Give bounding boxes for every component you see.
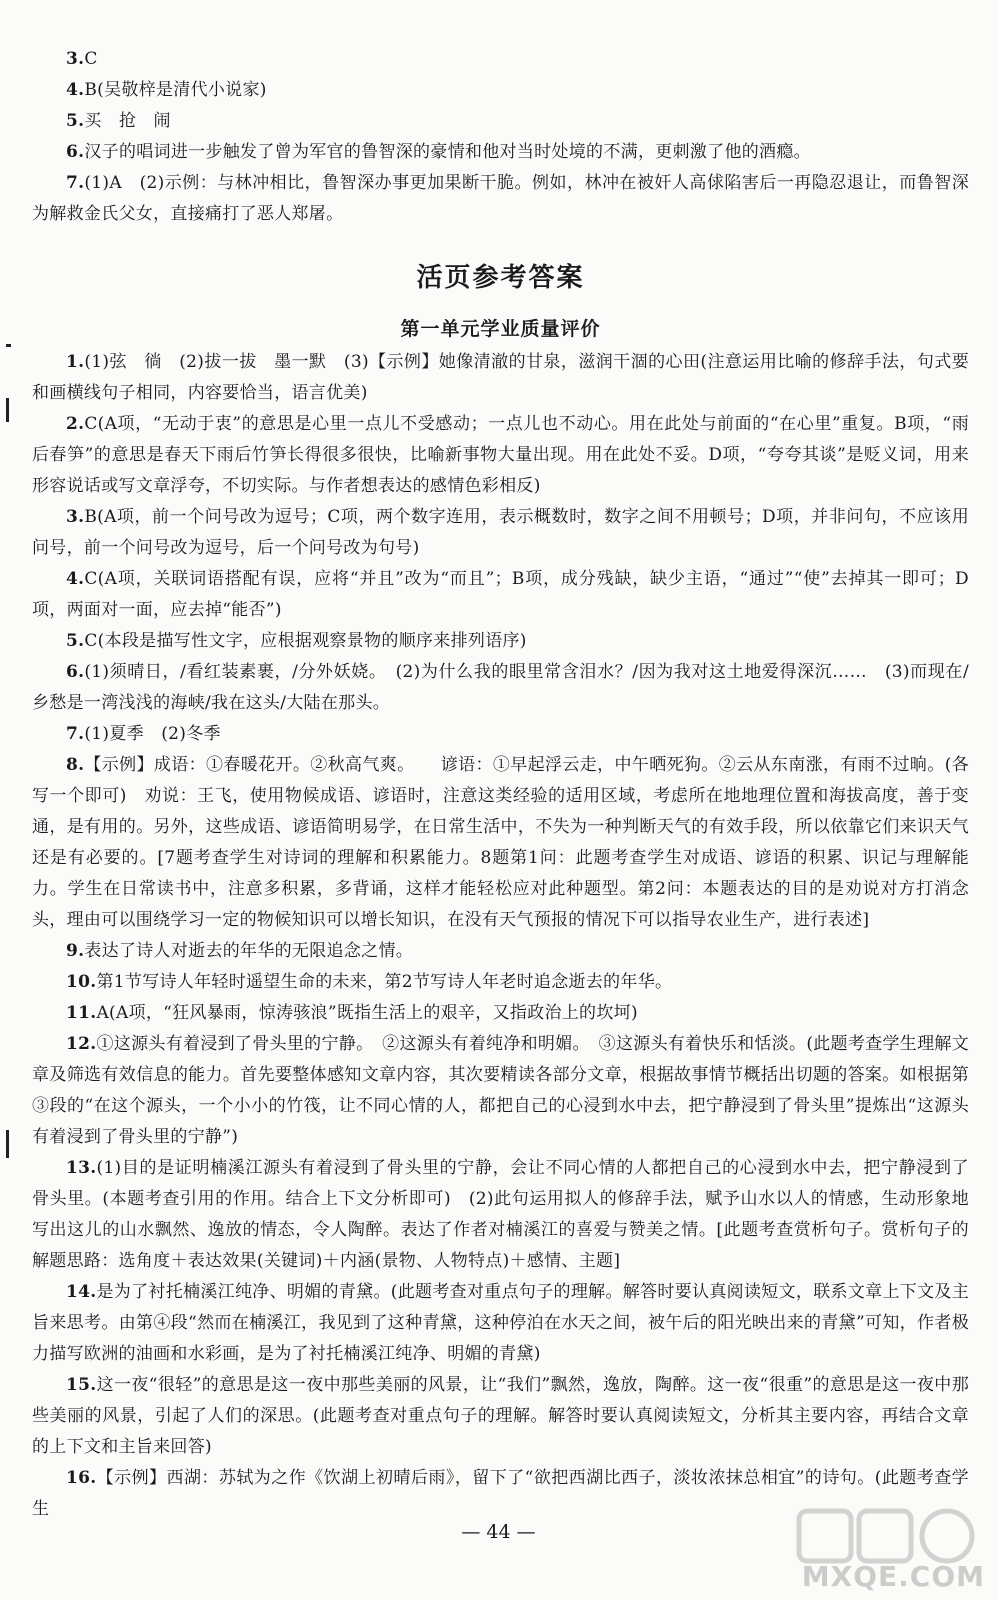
answer-text: 【示例】西湖：苏轼为之作《饮湖上初晴后雨》，留下了“欲把西湖比西子，淡妆浓抹总相宜”的诗句。(此题考查学生 xyxy=(32,1468,969,1519)
answer-text: (1)夏季 (2)冬季 xyxy=(84,724,221,744)
answer-text: 表达了诗人对逝去的年华的无限追念之情。 xyxy=(84,941,414,961)
answer-number: 7. xyxy=(66,724,85,744)
answer-item xyxy=(32,409,969,502)
top-answer-list xyxy=(32,44,969,230)
answer-item xyxy=(32,998,969,1029)
answer-number: 8. xyxy=(66,755,85,775)
scan-mark xyxy=(6,344,11,347)
answer-item xyxy=(32,1029,969,1153)
answer-text: ①这源头有着浸到了骨头里的宁静。 ②这源头有着纯净和明媚。 ③这源头有着快乐和恬淡。(此题考查学生理解文章及筛选有效信息的能力。首先要整体感知文章内容，其次要精读各部分文章，根据故事情节概括出切题的答案。如根据第③段的“在这个源头，一个小小的竹筏，让不同心情的人，都把自己的心浸到水中去，把宁静浸到了骨头里”提炼出“这源头有着浸到了骨头里的宁静”) xyxy=(32,1034,969,1147)
unit-answer-list xyxy=(32,347,969,1525)
answer-item xyxy=(32,1370,969,1463)
section-title: 活页参考答案 xyxy=(416,263,585,293)
scan-mark xyxy=(6,1130,9,1158)
answer-text: (1)A (2)示例：与林冲相比，鲁智深办事更加果断干脆。例如，林冲在被奸人高俅陷害后一再隐忍退让，而鲁智深为解救金氏父女，直接痛打了恶人郑屠。 xyxy=(32,173,969,224)
answer-number: 14. xyxy=(66,1282,97,1302)
answer-text: C xyxy=(84,49,98,69)
answer-text: 是为了衬托楠溪江纯净、明媚的青黛。(此题考查对重点句子的理解。解答时要认真阅读短文，联系文章上下文及主旨来思考。由第④段“然而在楠溪江，我见到了这种青黛，这种停泊在水天之间，被午后的阳光映出来的青黛”可知，作者极力描写欧洲的油画和水彩画，是为了衬托楠溪江纯净、明媚的青黛) xyxy=(32,1282,969,1364)
answer-item xyxy=(32,626,969,657)
answer-text: A(A项，“狂风暴雨，惊涛骇浪”既指生活上的艰辛，又指政治上的坎坷) xyxy=(96,1003,638,1023)
answer-number: 7. xyxy=(66,173,85,193)
answer-text: B(吴敬梓是清代小说家) xyxy=(84,80,267,100)
answer-text: 【示例】成语：①春暖花开。②秋高气爽。 谚语：①早起浮云走，中午晒死狗。②云从东南涨，有雨不过晌。(各写一个即可) 劝说：王飞，使用物候成语、谚语时，注意这类经验的适用区域，考虑所在地地理位置和海拔高度，善于变通，是有用的。另外，这些成语、谚语简明易学，在日常生活中，不失为一种判断天气的有效手段，所以依靠它们来识天气还是有必要的。[7题考查学生对诗词的理解和积累能力。8题第1问：此题考查学生对成语、谚语的积累、识记与理解能力。学生在日常读书中，注意多积累，多背诵，这样才能轻松应对此种题型。第2问：本题表达的目的是劝说对方打消念头，理由可以围绕学习一定的物候知识可以增长知识，在没有天气预报的情况下可以指导农业生产，进行表述] xyxy=(32,755,969,930)
answer-text: C(A项，“无动于衷”的意思是心里一点儿不受感动；一点儿也不动心。用在此处与前面的“在心里”重复。B项，“雨后春笋”的意思是春天下雨后竹笋长得很多很快，比喻新事物大量出现。用在此处不妥。D项，“夸夸其谈”是贬义词，用来形容说话或写文章浮夸，不切实际。与作者想表达的感情色彩相反) xyxy=(32,414,969,496)
answer-number: 12. xyxy=(66,1034,97,1054)
answer-number: 13. xyxy=(66,1158,97,1178)
answer-number: 4. xyxy=(66,80,85,100)
answer-number: 16. xyxy=(66,1468,97,1488)
answer-item xyxy=(32,936,969,967)
page-number: — 44 — xyxy=(461,1521,536,1543)
answer-item xyxy=(32,75,969,106)
answer-item xyxy=(32,967,969,998)
answer-text: 这一夜“很轻”的意思是这一夜中那些美丽的风景，让“我们”飘然，逸放，陶醉。这一夜“很重”的意思是这一夜中那些美丽的风景，引起了人们的深思。(此题考查对重点句子的理解。解答时要认真阅读短文，分析其主要内容，再结合文章的上下文和主旨来回答) xyxy=(32,1375,969,1457)
answer-item xyxy=(32,168,969,230)
answer-number: 10. xyxy=(66,972,97,992)
answer-text: 第1节写诗人年轻时遥望生命的未来，第2节写诗人年老时追念逝去的年华。 xyxy=(96,972,673,992)
answer-number: 6. xyxy=(66,662,85,682)
answer-number: 3. xyxy=(66,49,85,69)
answer-number: 15. xyxy=(66,1375,97,1395)
watermark-logo xyxy=(795,1505,985,1593)
answer-number: 2. xyxy=(66,414,85,434)
answer-number: 5. xyxy=(66,111,85,131)
answer-number: 1. xyxy=(66,352,85,372)
answer-item xyxy=(32,347,969,409)
watermark-text: MXQE.COM xyxy=(801,1560,985,1593)
answer-text: B(A项，前一个问号改为逗号；C项，两个数字连用，表示概数时，数字之间不用顿号；D项，并非问句，不应该用问号，前一个问号改为逗号，后一个问号改为句号) xyxy=(32,507,969,558)
answer-text: 汉子的唱词进一步触发了曾为军官的鲁智深的豪情和他对当时处境的不满，更刺激了他的酒瘾。 xyxy=(84,142,811,162)
answer-text: (1)须晴日，/看红装素裹，/分外妖娆。 (2)为什么我的眼里常含泪水？/因为我对这土地爱得深沉…… (3)而现在/乡愁是一湾浅浅的海峡/我在这头/大陆在那头。 xyxy=(32,662,969,713)
answer-number: 11. xyxy=(66,1003,97,1023)
answer-item xyxy=(32,1153,969,1277)
answer-item xyxy=(32,750,969,936)
answer-item xyxy=(32,502,969,564)
answer-item xyxy=(32,137,969,168)
answer-number: 3. xyxy=(66,507,85,527)
answer-item xyxy=(32,1277,969,1370)
answer-number: 5. xyxy=(66,631,85,651)
answer-text: C(本段是描写性文字，应根据观察景物的顺序来排列语序) xyxy=(84,631,527,651)
scan-mark xyxy=(6,398,9,422)
answer-number: 9. xyxy=(66,941,85,961)
watermark-icon xyxy=(795,1505,985,1565)
answer-item xyxy=(32,657,969,719)
answer-text: 买 抢 闹 xyxy=(84,111,171,131)
answer-item xyxy=(32,719,969,750)
answer-text: (1)目的是证明楠溪江源头有着浸到了骨头里的宁静，会让不同心情的人都把自己的心浸到水中去，把宁静浸到了骨头里。(本题考查引用的作用。结合上下文分析即可) (2)此句运用拟人的修辞手法，赋予山水以人的情感，生动形象地写出这儿的山水飘然、逸放的情态，令人陶醉。表达了作者对楠溪江的喜爱与赞美之情。[此题考查赏析句子。赏析句子的解题思路：选角度＋表达效果(关键词)＋内涵(景物、人物特点)＋感情、主题] xyxy=(32,1158,969,1271)
answer-number: 6. xyxy=(66,142,85,162)
answer-number: 4. xyxy=(66,569,85,589)
answer-text: C(A项，关联词语搭配有误，应将“并且”改为“而且”；B项，成分残缺，缺少主语，“通过”“使”去掉其一即可；D项，两面对一面，应去掉“能否”) xyxy=(32,569,969,620)
answer-item xyxy=(32,44,969,75)
answer-page xyxy=(32,44,969,1525)
answer-text: (1)弦 徜 (2)拔一拔 墨一默 (3)【示例】她像清澈的甘泉，滋润干涸的心田(注意运用比喻的修辞手法，句式要和画横线句子相同，内容要恰当，语言优美) xyxy=(32,352,969,403)
unit-title: 第一单元学业质量评价 xyxy=(400,318,601,340)
answer-item xyxy=(32,564,969,626)
answer-item xyxy=(32,106,969,137)
